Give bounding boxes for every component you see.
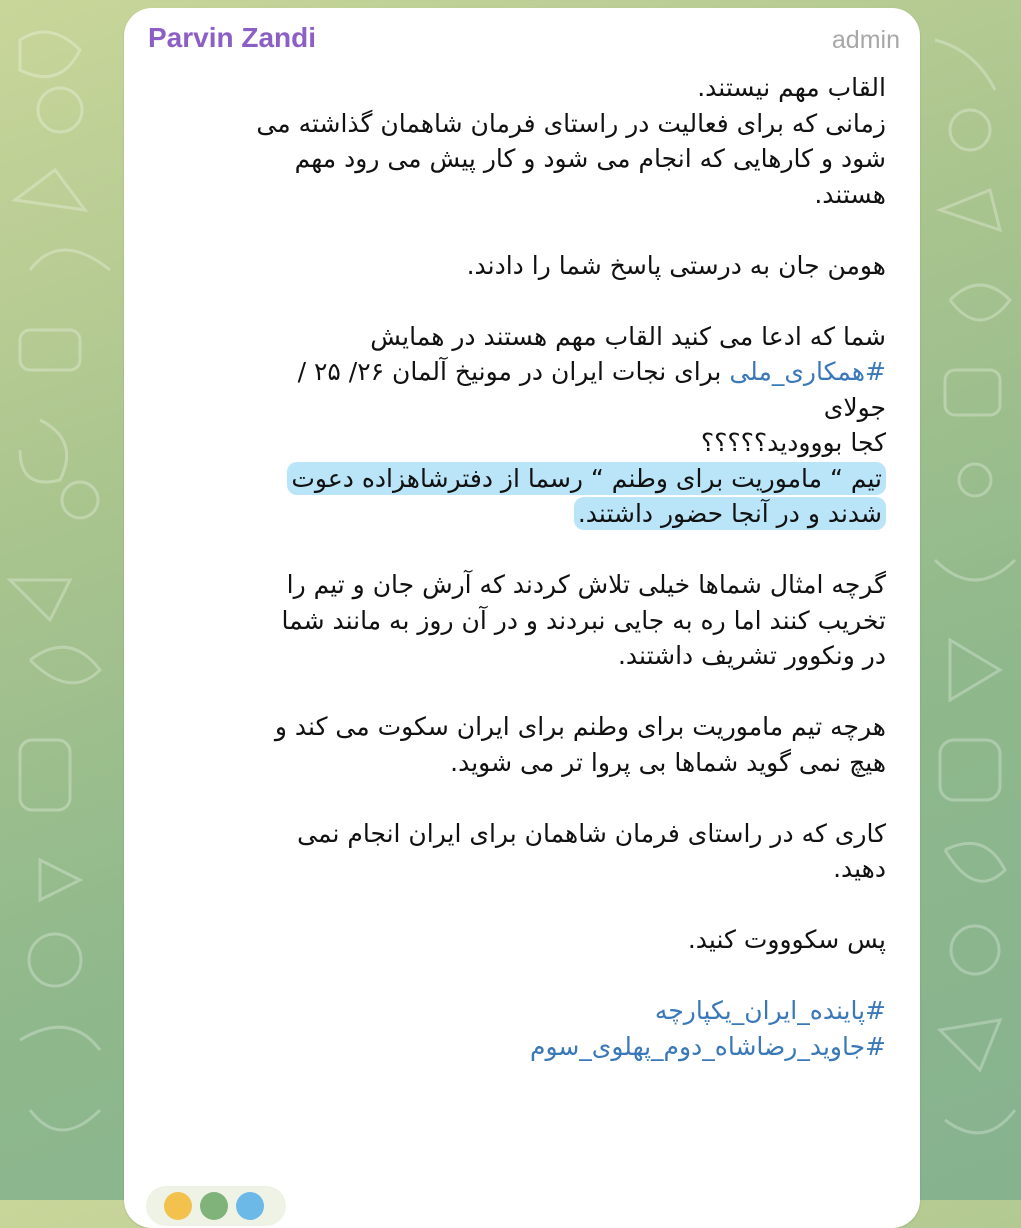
message-line: هستند. bbox=[814, 179, 886, 209]
message-line: هومن جان به درستی پاسخ شما را دادند. bbox=[466, 250, 886, 280]
highlighted-line bbox=[176, 496, 886, 532]
hashtag-link[interactable]: #جاوید_رضاشاه_دوم_پهلوی_سوم bbox=[529, 1031, 886, 1061]
reaction-emoji-icon[interactable] bbox=[200, 1192, 228, 1220]
message-line-text: برای نجات ایران در مونیخ آلمان ۲۶/ ۲۵ / bbox=[297, 357, 730, 386]
hashtag-line bbox=[176, 1029, 886, 1065]
hashtag-line bbox=[176, 993, 886, 1029]
message-line: هرچه تیم ماموریت برای وطنم برای ایران سکوت می کند و bbox=[274, 712, 886, 741]
reactions-bar[interactable] bbox=[146, 1186, 286, 1226]
admin-badge: admin bbox=[831, 26, 900, 54]
message-line: پس سکوووت کنید. bbox=[687, 925, 886, 954]
message-line: شود و کارهایی که انجام می شود و کار پیش می رود مهم bbox=[294, 144, 886, 173]
message-line: گرچه امثال شماها خیلی تلاش کردند که آرش جان و تیم را bbox=[286, 570, 886, 599]
message-line: شما که ادعا می کنید القاب مهم هستند در همایش bbox=[370, 321, 886, 351]
message-text bbox=[176, 70, 886, 1064]
highlight-mark: تیم “ ماموریت برای وطنم “ رسما از دفترشاهزاده دعوت bbox=[287, 462, 886, 495]
message-line: کاری که در راستای فرمان شاهمان برای ایران انجام نمی bbox=[297, 818, 886, 848]
highlight-mark: شدند و در آنجا حضور داشتند. bbox=[574, 497, 886, 530]
message-bubble[interactable] bbox=[124, 8, 920, 1228]
message-line: دهید. bbox=[833, 854, 886, 883]
message-line: کجا بووودید؟؟؟؟؟ bbox=[700, 428, 886, 457]
message-line: القاب مهم نیستند. bbox=[697, 73, 886, 102]
hashtag-link[interactable]: #همکاری_ملی bbox=[729, 357, 886, 386]
message-line: هیچ نمی گوید شماها بی پروا تر می شوید. bbox=[450, 747, 886, 777]
hashtag-link[interactable]: #پاینده_ایران_یکپارچه bbox=[654, 996, 886, 1025]
highlighted-line bbox=[176, 461, 886, 497]
message-line bbox=[176, 354, 886, 390]
reaction-emoji-icon[interactable] bbox=[164, 1192, 192, 1220]
reaction-emoji-icon[interactable] bbox=[236, 1192, 264, 1220]
message-line: جولای bbox=[823, 392, 886, 422]
sender-name[interactable]: Parvin Zandi bbox=[148, 22, 317, 53]
message-line: تخریب کنند اما ره به جایی نبردند و در آن روز به مانند شما bbox=[281, 605, 886, 635]
message-line: در ونکوور تشریف داشتند. bbox=[617, 641, 886, 670]
message-line: زمانی که برای فعالیت در راستای فرمان شاهمان گذاشته می bbox=[256, 108, 886, 138]
